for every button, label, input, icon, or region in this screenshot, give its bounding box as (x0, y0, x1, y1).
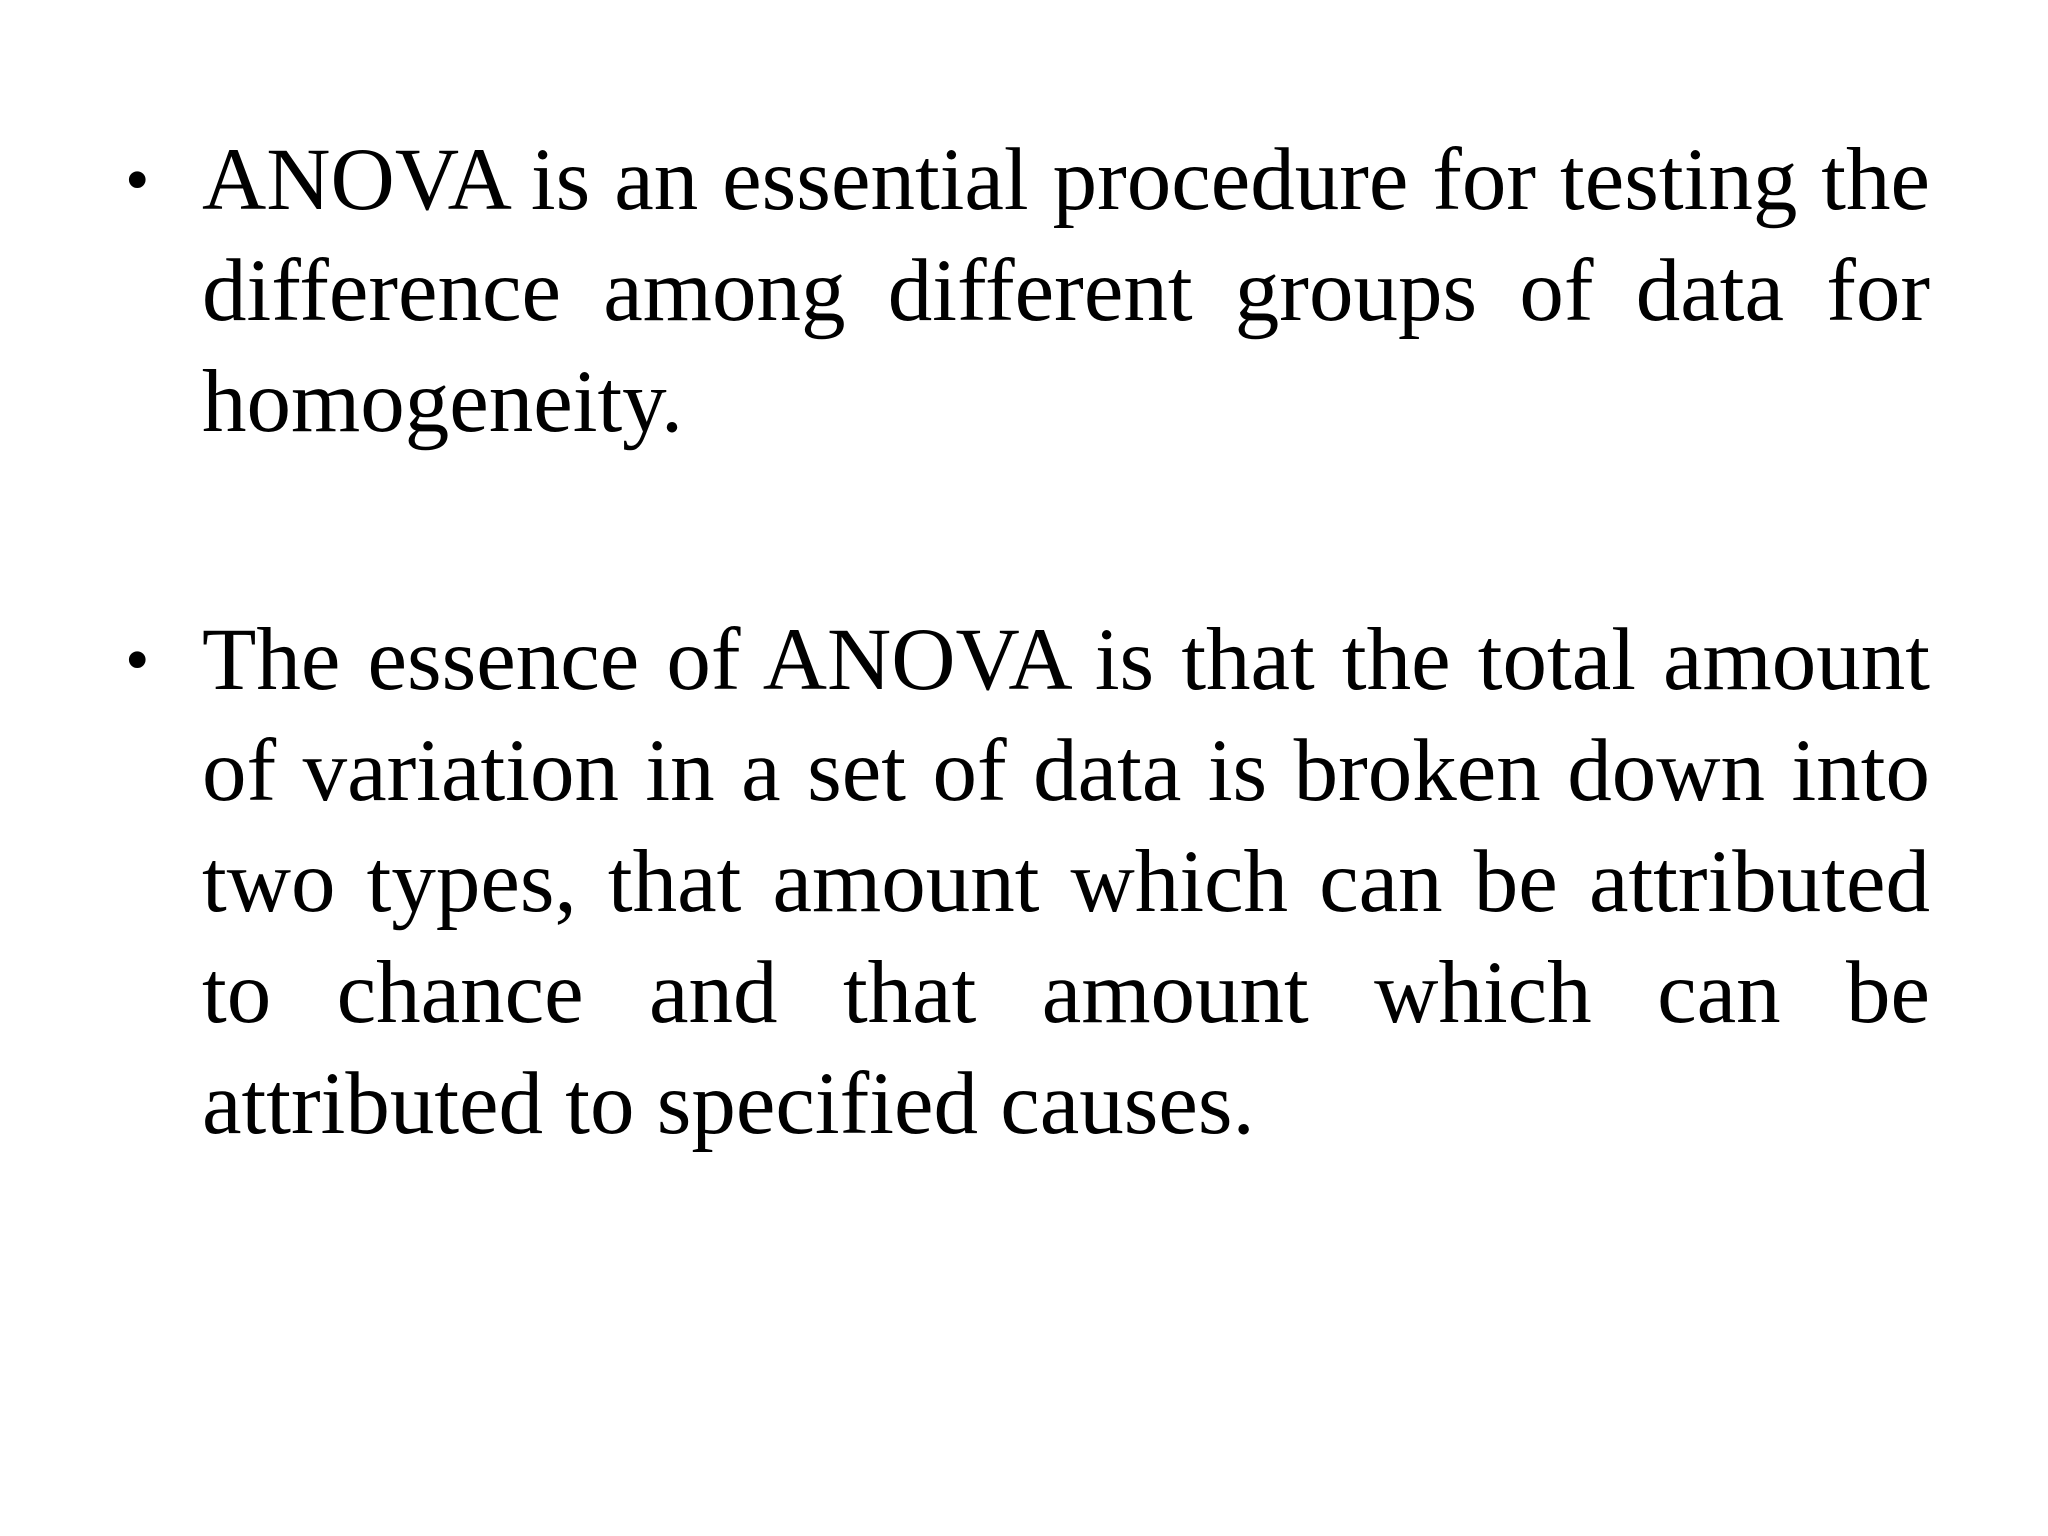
bullet-text: ANOVA is an essential procedure for testing the difference among different groups of data for homogeneity. (202, 131, 1930, 451)
bullet-item-anova-definition (125, 125, 1930, 458)
bullet-list (125, 125, 1930, 1160)
bullet-dot-icon: • (125, 622, 150, 699)
bullet-text: The essence of ANOVA is that the total amount of variation in a set of data is broken down into two types, that amount which can be attributed to chance and that amount which can be attributed to specified causes. (202, 611, 1930, 1153)
bullet-item-anova-essence (125, 605, 1930, 1160)
bullet-dot-icon: • (125, 142, 150, 219)
